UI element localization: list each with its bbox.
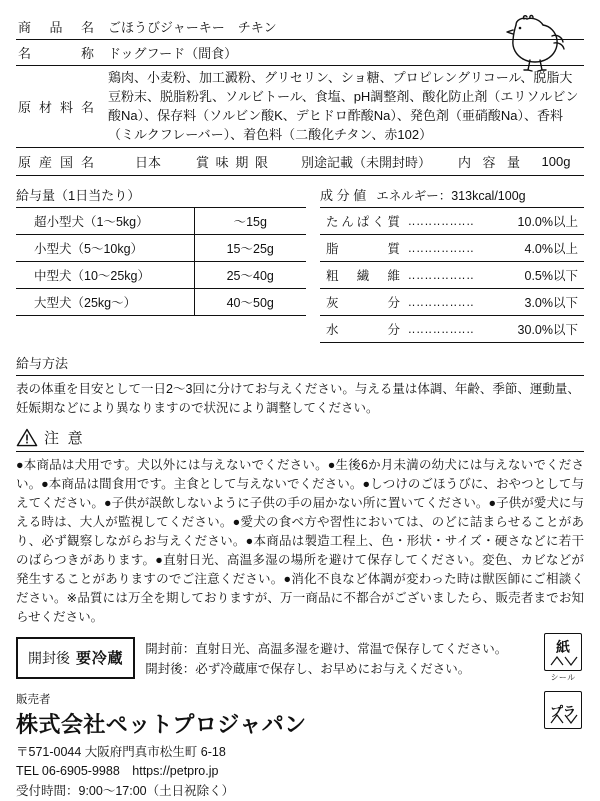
nutrition-value: 10.0%以上 (496, 208, 584, 235)
feeding-amount: 25〜40g (194, 262, 306, 289)
nutrition-value: 30.0%以下 (496, 316, 584, 343)
nutrition-key: たんぱく質 (320, 208, 406, 235)
feeding-title: 給与量（1日当たり） (16, 188, 141, 204)
feeding-table (16, 207, 306, 316)
ingredients-label: 原材料名 (18, 100, 94, 116)
storage-badge (16, 637, 135, 679)
bestby-label: 賞味期限 (196, 155, 268, 171)
table-row (16, 208, 306, 235)
nutrition-value: 0.5%以下 (496, 262, 584, 289)
dot-leader: ‥‥‥‥‥‥‥‥ (406, 208, 496, 235)
product-spec-table (16, 14, 584, 147)
table-row (320, 262, 584, 289)
category-value: ドッグフード（間食） (108, 46, 238, 61)
nutrition-energy: エネルギー：313kcal/100g (376, 189, 526, 204)
table-row (16, 235, 306, 262)
feeding-amount: 〜15g (194, 208, 306, 235)
paper-recycle-mark (544, 633, 582, 683)
table-row (16, 40, 584, 66)
nutrition-title: 成 分 値 (320, 188, 367, 204)
storage-line-after-open: 開封後：必ず冷蔵庫で保存し、お早めにお与えください。 (145, 661, 471, 676)
method-body: 表の体重を目安として一日2〜3回に分けてお与えください。与える量は体調、年齢、季節、運動量、妊娠期などにより異なりますので状況により調整してください。 (16, 375, 584, 418)
seller-tel: TEL 06-6905-9988 https://petpro.jp (16, 764, 219, 779)
table-row (16, 262, 306, 289)
feeding-size: 超小型犬（1〜5kg） (16, 208, 194, 235)
nutrition-key: 脂 質 (320, 235, 406, 262)
caution-body: ●本商品は犬用です。犬以外には与えないでください。●生後6か月未満の幼犬には与えないでください。●本商品は間食用です。主食として与えないでください。●しつけのごほうびに、おやつとして与えてください。●子供が誤飲しないように子供の手の届かない所に置いてください。●子供が愛犬に与える時は、大人が監視してください。●愛犬の食べ方や習性においては、のどに詰まらせることがあり、必ず観察しながらお与えください。●本商品は製造工程上、色・形状・サイズ・硬さなどに若干のばらつきがあります。●直射日光、高温多湿の場所を避けて保存してください。変色、カビなどが発生することがありますのでご注意ください。●消化不良など体調が変わった時は獣医師にご相談ください。※品質には万全を期しておりますが、万一商品に不都合がございましたら、販売者までお知らせください。 (16, 451, 584, 627)
table-row (320, 208, 584, 235)
plastic-mark-glyph: プラ (549, 704, 576, 719)
storage-badge-pre: 開封後 (28, 649, 70, 666)
nutrition-block (320, 185, 584, 343)
storage-badge-main: 要冷蔵 (76, 650, 124, 668)
caution-header (16, 427, 584, 448)
seller-section (16, 691, 584, 801)
nutrition-key: 粗 繊 維 (320, 262, 406, 289)
table-row (16, 66, 584, 148)
paper-mark-glyph: 紙 (556, 639, 570, 655)
origin-row-table (16, 147, 584, 176)
table-row (320, 316, 584, 343)
dot-leader: ‥‥‥‥‥‥‥‥ (406, 235, 496, 262)
recycle-arrows-icon (547, 654, 581, 668)
content-label: 内 容 量 (458, 155, 520, 171)
table-row (16, 14, 584, 40)
plastic-recycle-mark (544, 691, 582, 729)
seller-label: 販売者 (16, 693, 51, 706)
product-name-label: 商品名 (18, 20, 94, 35)
seller-hours: 受付時間：9:00〜17:00（土日祝除く） (16, 783, 235, 798)
feeding-size: 中型犬（10〜25kg） (16, 262, 194, 289)
origin-label: 原産国名 (18, 155, 94, 171)
feeding-size: 小型犬（5〜10kg） (16, 235, 194, 262)
seller-address: 〒571-0044 大阪府門真市松生町 6-18 (16, 744, 226, 759)
feeding-amount: 40〜50g (194, 289, 306, 316)
seller-name: 株式会社ペットプロジャパン (16, 711, 307, 737)
table-row (16, 148, 584, 176)
bestby-value: 別途記載（未開封時） (300, 155, 431, 171)
ingredients-value: 鶏肉、小麦粉、加工澱粉、グリセリン、ショ糖、プロピレングリコール、脱脂大豆粉末、脱脂粉乳、ソルビトール、食塩、pH調整剤、酸化防止剤（エリソルビン酸Na）、保存料（ソルビン酸K、デヒドロ酢酸Na）、発色剤（亜硝酸Na）、香料（ミルクフレーバー）、着色料（二酸化チタン、赤102） (108, 70, 579, 142)
recycle-marks (544, 633, 582, 729)
caution-title: 注 意 (44, 429, 85, 447)
dot-leader: ‥‥‥‥‥‥‥‥ (406, 316, 496, 343)
storage-line-before-open: 開封前：直射日光、高温多湿を避け、常温で保存してください。 (145, 641, 508, 656)
feeding-amount: 15〜25g (194, 235, 306, 262)
nutrition-value: 3.0%以下 (496, 289, 584, 316)
feeding-nutrition-section (16, 185, 584, 343)
storage-section (16, 637, 584, 679)
product-name-value: ごほうびジャーキー チキン (108, 20, 277, 35)
dot-leader: ‥‥‥‥‥‥‥‥ (406, 262, 496, 289)
paper-mark-sub: シール (550, 673, 576, 682)
table-row (320, 235, 584, 262)
nutrition-key: 水 分 (320, 316, 406, 343)
method-title: 給与方法 (16, 356, 69, 372)
content-value: 100g (541, 154, 571, 170)
warning-triangle-icon (16, 428, 38, 447)
feeding-amount-block (16, 185, 306, 343)
recycle-arrows-icon (547, 712, 581, 726)
nutrition-key: 灰 分 (320, 289, 406, 316)
dot-leader: ‥‥‥‥‥‥‥‥ (406, 289, 496, 316)
feeding-size: 大型犬（25kg〜） (16, 289, 194, 316)
nutrition-table (320, 207, 584, 343)
nutrition-value: 4.0%以上 (496, 235, 584, 262)
origin-value: 日本 (134, 155, 161, 171)
table-row (16, 289, 306, 316)
chicken-illustration-icon (500, 14, 570, 72)
category-label: 名 称 (18, 46, 94, 61)
table-row (320, 289, 584, 316)
